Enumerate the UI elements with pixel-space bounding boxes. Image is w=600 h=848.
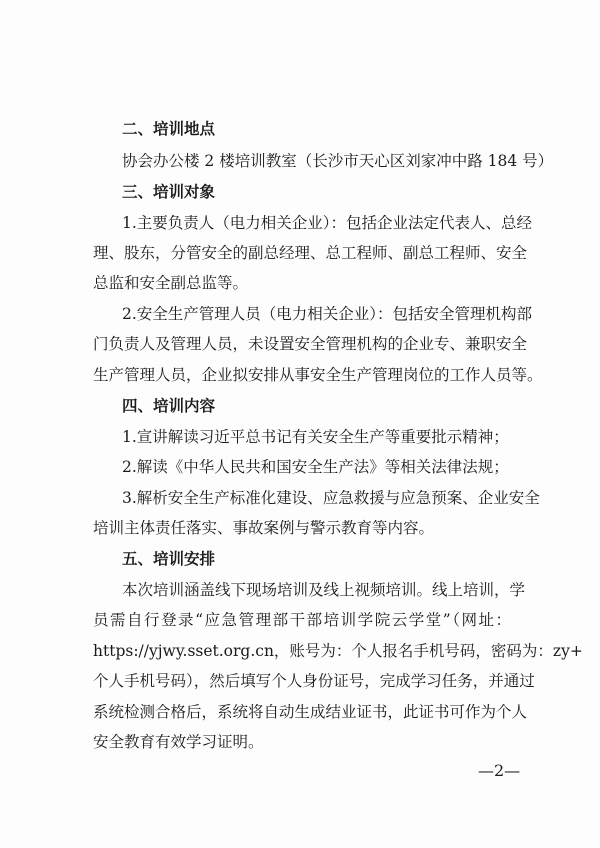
paragraph-line: 员需自行登录“应急管理部干部培训学院云学堂”（网址： <box>93 611 511 629</box>
paragraph-line: 门负责人及管理人员，未设置安全管理机构的企业专、兼职安全 <box>93 335 528 353</box>
paragraph-line: 本次培训涵盖线下现场培训及线上视频培训。线上培训，学 <box>122 581 526 599</box>
paragraph-line: 3.解析安全生产标准化建设、应急救援与应急预案、企业安全 <box>122 489 540 507</box>
section-heading-audience: 三、培训对象 <box>122 183 216 201</box>
section-heading-content: 四、培训内容 <box>122 397 216 415</box>
paragraph-line: https://yjwy.sset.org.cn，账号为：个人报名手机号码，密码为：zy+ <box>93 642 583 660</box>
paragraph-line: 安全教育有效学习证明。 <box>93 733 264 751</box>
paragraph-line: 培训主体责任落实、事故案例与警示教育等内容。 <box>93 519 435 537</box>
section-heading-location: 二、培训地点 <box>122 120 216 138</box>
page-number: —2— <box>478 761 521 780</box>
paragraph-line: 1.宣讲解读习近平总书记有关安全生产等重要批示精神； <box>122 428 509 446</box>
paragraph-line: 总监和安全副总监等。 <box>93 274 249 292</box>
paragraph-line: 协会办公楼 2 楼培训教室（长沙市天心区刘家冲中路 184 号） <box>122 152 554 170</box>
paragraph-line: 个人手机号码），然后填写个人身份证号，完成学习任务，并通过 <box>93 672 535 690</box>
paragraph-line: 系统检测合格后，系统将自动生成结业证书，此证书可作为个人 <box>93 703 528 721</box>
paragraph-line: 2.解读《中华人民共和国安全生产法》等相关法律法规； <box>122 458 509 476</box>
paragraph-line: 2.安全生产管理人员（电力相关企业）：包括安全管理机构部 <box>122 305 533 323</box>
paragraph-line: 生产管理人员，企业拟安排从事安全生产管理岗位的工作人员等。 <box>93 366 543 384</box>
paragraph-line: 1.主要负责人（电力相关企业）：包括企业法定代表人、总经 <box>122 214 533 232</box>
section-heading-arrangement: 五、培训安排 <box>122 550 216 568</box>
paragraph-line: 理、股东，分管安全的副总经理、总工程师、副总工程师、安全 <box>93 244 528 262</box>
